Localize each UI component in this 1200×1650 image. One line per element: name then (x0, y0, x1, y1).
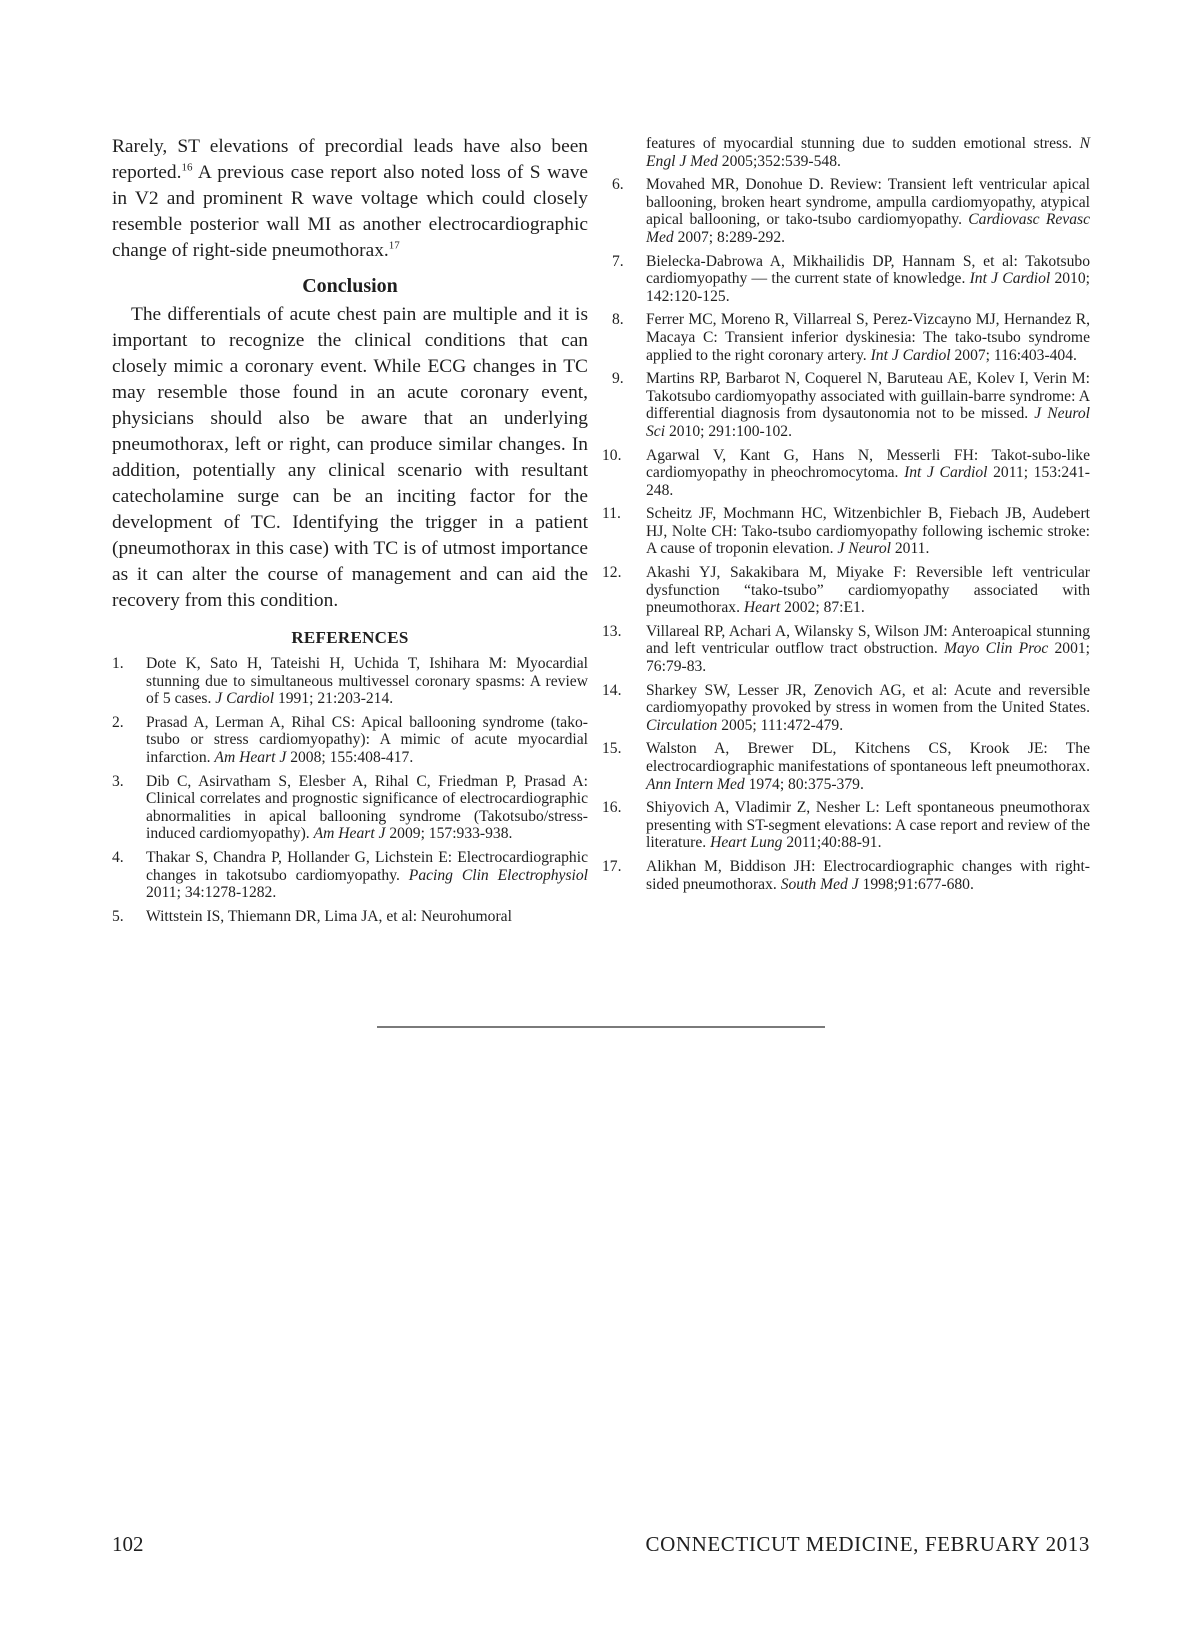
reference-number: 7. (612, 252, 624, 270)
reference-number: 14. (602, 681, 622, 699)
reference-number: 13. (602, 622, 622, 640)
reference-item (602, 857, 1090, 893)
reference-citation: 2011; 153:241-248. (646, 464, 1090, 499)
reference-text: Scheitz JF, Mochmann HC, Witzenbichler B, Fiebach JB, Audebert HJ, Nolte CH: Tako-tsubo cardiomyopathy following ischemic stroke: A cause of troponin elevation. (646, 505, 1090, 558)
journal-name: Am Heart J (313, 825, 386, 843)
reference-continuation (612, 135, 1090, 170)
page-number: 102 (112, 1532, 144, 1556)
reference-citation: 2011;40:88-91. (782, 834, 882, 852)
reference-number: 11. (602, 505, 621, 523)
reference-citation: 2009; 157:933-938. (385, 825, 513, 843)
journal-name: Int J Cardiol (904, 464, 988, 482)
reference-number: 5. (112, 907, 124, 925)
reference-item (612, 253, 1090, 306)
reference-number: 1. (112, 655, 124, 672)
right-column (602, 135, 1091, 899)
journal-name: Int J Cardiol (870, 346, 951, 364)
journal-name: South Med J (780, 875, 859, 893)
journal-name: Heart Lung (710, 834, 783, 852)
reference-citation: 2005; 111:472-479. (717, 716, 844, 734)
reference-number: 4. (112, 848, 124, 866)
reference-list-right (602, 176, 1091, 893)
reference-citation: 2010; 291:100-102. (665, 422, 792, 440)
reference-citation: 2010; 142:120-125. (646, 270, 1090, 305)
journal-name: Heart (743, 599, 781, 617)
paragraph-text: A previous case report also noted loss of S wave in V2 and prominent R wave voltage which could closely resemble posterior wall MI as another electrocardiographic change of right-side pneumothorax. (112, 162, 588, 261)
reference-number: 16. (602, 799, 622, 817)
reference-text: Akashi YJ, Sakakibara M, Miyake F: Reversible left ventricular dysfunction “tako-tsubo” cardiomyopathy associated with pneumothorax. (646, 564, 1090, 617)
reference-number: 3. (112, 772, 124, 790)
journal-name: J Neurol Sci (646, 405, 1090, 440)
reference-item (602, 740, 1090, 793)
citation-superscript: 16 (181, 161, 193, 174)
reference-citation: 2008; 155:408-417. (286, 748, 414, 766)
reference-citation: 1998;91:677-680. (858, 875, 974, 893)
citation-superscript: 17 (388, 239, 400, 252)
conclusion-paragraph: The differentials of acute chest pain are multiple and it is important to recognize the clinical conditions that can closely mimic a coronary event. While ECG changes in TC may resemble those found in an acute coronary event, physicians should also be aware that an underlying pneumothorax, left or right, can produce similar changes. In addition, potentially any clinical scenario with resultant catecholamine surge can be an inciting factor for the development of TC. Identifying the trigger in a patient (pneumothorax in this case) with TC is of utmost importance as it can alter the course of management and can aid the recovery from this condition. (112, 304, 588, 611)
journal-name: Am Heart J (214, 748, 287, 766)
reference-citation: 2007; 116:403-404. (950, 346, 1077, 364)
reference-item (602, 681, 1090, 735)
reference-text: Villareal RP, Achari A, Wilansky S, Wilson JM: Anteroapical stunning and left ventricular outflow tract obstruction. (646, 622, 1090, 658)
reference-text: Dib C, Asirvatham S, Elesber A, Rihal C, Friedman P, Prasad A: Clinical correlates and prognostic significance of electrocardiographic abnormalities in apical ballooning syndrome (Takotsubo/stress-induced cardiomyopathy). (146, 772, 588, 843)
reference-item (112, 908, 588, 926)
reference-citation: 2007; 8:289-292. (673, 228, 786, 246)
reference-citation: 2002; 87:E1. (780, 599, 865, 617)
reference-citation: 1991; 21:203-214. (274, 690, 394, 708)
conclusion-heading: Conclusion (302, 275, 398, 297)
reference-text: Ferrer MC, Moreno R, Villarreal S, Perez-Vizcayno MJ, Hernandez R, Macaya C: Transient inferior dyskinesia: The tako-tsubo syndrome applied to the right coronary artery. (646, 311, 1090, 364)
reference-list-left (112, 655, 588, 925)
reference-item (612, 311, 1090, 364)
reference-citation: 2001; 76:79-83. (646, 640, 1091, 676)
body-paragraph (112, 134, 588, 264)
reference-item (602, 505, 1090, 558)
journal-name: Int J Cardiol (969, 270, 1051, 288)
reference-item (112, 714, 588, 767)
reference-item (612, 176, 1090, 246)
reference-number: 8. (612, 311, 624, 329)
reference-item (602, 622, 1091, 676)
reference-citation: 1974; 80:375-379. (744, 775, 864, 793)
journal-name: Ann Intern Med (646, 775, 745, 793)
reference-text: Dote K, Sato H, Tateishi H, Uchida T, Ishihara M: Myocardial stunning due to simultaneous multivessel coronary spasms: A review of 5 cases. (146, 655, 588, 708)
reference-text: Alikhan M, Biddison JH: Electrocardiographic changes with right-sided pneumothorax. (646, 857, 1090, 893)
reference-number: 12. (602, 564, 622, 582)
reference-number: 9. (612, 370, 624, 388)
reference-citation: 2011. (890, 540, 930, 558)
journal-name: J Cardiol (215, 690, 275, 708)
reference-number: 17. (602, 857, 622, 875)
journal-footer: CONNECTICUT MEDICINE, FEBRUARY 2013 (645, 1532, 1090, 1556)
reference-citation: 2005;352:539-548. (717, 152, 841, 170)
reference-citation: 2011; 34:1278-1282. (146, 884, 277, 902)
reference-text: Thakar S, Chandra P, Hollander G, Lichstein E: Electrocardiographic changes in takotsubo cardiomyopathy. (146, 848, 588, 884)
reference-item (112, 849, 588, 902)
reference-text: Movahed MR, Donohue D. Review: Transient left ventricular apical ballooning, broken heart syndrome, ampulla cardiomyopathy, atypical apical ballooning, or tako-tsubo cardiomyopathy. (646, 176, 1090, 229)
journal-name: Circulation (646, 716, 718, 734)
reference-item (602, 446, 1090, 500)
reference-text: Agarwal V, Kant G, Hans N, Messerli FH: Takot-subo-like cardiomyopathy in pheochromocytoma. (646, 446, 1090, 482)
footer-divider (377, 1026, 825, 1028)
reference-text: Bielecka-Dabrowa A, Mikhailidis DP, Hannam S, et al: Takotsubo cardiomyopathy — the current state of knowledge. (646, 252, 1090, 288)
reference-item (602, 799, 1090, 852)
reference-number: 10. (602, 446, 622, 464)
reference-item (612, 370, 1090, 440)
reference-item (602, 564, 1090, 617)
reference-item (112, 655, 588, 708)
paragraph-text: Rarely, ST elevations of precordial leads have also been reported. (112, 136, 588, 183)
references-heading: REFERENCES (291, 628, 409, 647)
reference-text: Sharkey SW, Lesser JR, Zenovich AG, et al: Acute and reversible cardiomyopathy provoked by stress in women from the United States. (646, 681, 1090, 717)
reference-item (112, 773, 588, 843)
reference-text: Wittstein IS, Thiemann DR, Lima JA, et al: Neurohumoral (146, 907, 512, 925)
journal-name: Cardiovasc Revasc Med (646, 211, 1091, 246)
journal-name: Pacing Clin Electrophysiol (408, 866, 588, 884)
reference-number: 15. (602, 740, 622, 758)
reference-text: Martins RP, Barbarot N, Coquerel N, Baruteau AE, Kolev I, Verin M: Takotsubo cardiomyopathy associated with guillain-barre syndrome: A differential diagnosis from dysautonomia not to be missed. (646, 370, 1090, 423)
reference-number: 2. (112, 713, 124, 731)
reference-text: Shiyovich A, Vladimir Z, Nesher L: Left spontaneous pneumothorax presenting with ST-segment elevations: A case report and review of the literature. (646, 799, 1090, 852)
reference-number: 6. (612, 176, 624, 194)
journal-name: Mayo Clin Proc (943, 640, 1049, 658)
journal-name: N Engl J Med (646, 135, 1090, 170)
journal-name: J Neurol (837, 540, 891, 558)
reference-text: Walston A, Brewer DL, Kitchens CS, Krook JE: The electrocardiographic manifestations of spontaneous left pneumothorax. (646, 740, 1090, 775)
reference-text: features of myocardial stunning due to sudden emotional stress. (646, 135, 1080, 152)
reference-text: Prasad A, Lerman A, Rihal CS: Apical ballooning syndrome (tako-tsubo or stress cardiomyopathy): A mimic of acute myocardial infarction. (146, 713, 588, 766)
left-column (112, 134, 588, 931)
